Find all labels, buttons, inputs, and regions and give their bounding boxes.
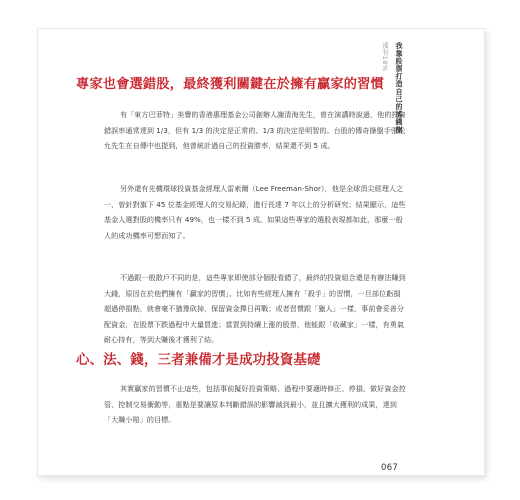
paragraph-4: 其實贏家的習慣不止這些，包括事前擬好投資策略、過程中要適時修正、停損、做好資金控管、控制交易衝動等，重點是要讓原本判斷錯誤的影響減到最小，並且擴大獲利的成果，達到「大賺小賠」的目標。 [104,384,406,424]
section-heading-1: 專家也會選錯股，最終獲利關鍵在於擁有贏家的習慣 [76,77,384,92]
side-book-title: 漲有18% [381,42,389,72]
paragraph-2: 另外還有先機環球投資基金經理人雷索爾（Lee Freeman-Shor），他是全球頂尖經理人之一，曾針對旗下 45 位基金經理人的交易紀錄，進行長達 7 年以上的分析研究；結果顯示，這些基金人選對股的機率只有 49%，也一樣不到 5 成。如果這些專家的選股表現都如此，那麼一般人的成功機率可想而知了。 [104,184,406,240]
section-heading-2: 心、法、錢，三者兼備才是成功投資基礎 [76,353,321,368]
paragraph-1: 有「東方巴菲特」美譽的香港惠理基金公司創辦人謝清海先生，曾在演講時說過，他的投資錯誤率通常達到 1/3，但有 1/3 的決定是正常的、1/3 的決定是明智的。台股的傳奇操盤手張松允先生在自傳中也提到，他曾統計過自己的投資勝率，結果還不到 5 成。 [104,110,406,150]
side-chapter-title: 我靠股票打造自己的搖錢樹 [395,42,403,134]
paragraph-3: 不過跟一般散戶不同的是，這些專家即使部分個股看錯了，最終的投資組合還是有辦法賺到大錢，原因在於他們擁有「贏家的習慣」。比如有些經理人擁有「殺手」的習慣，一旦部位虧損超過停損點，就會毫不猶豫砍掉，保留資金擇日再戰；或者習慣跟「獵人」一樣，事前會妥善分配資金，在股票下跌過程中大量買進；當買到持續上漲的股票，他能跟「收藏家」一樣，有勇氣耐心持有，等到大賺後才獲利了結。 [104,273,406,344]
page-number: 067 [381,463,399,473]
